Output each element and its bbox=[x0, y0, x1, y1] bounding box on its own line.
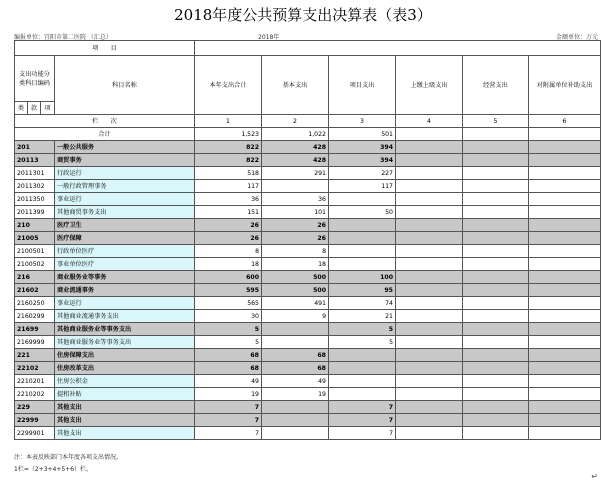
amount-cell bbox=[529, 154, 601, 167]
amount-cell: 500 bbox=[262, 271, 329, 284]
amount-cell: 68 bbox=[262, 349, 329, 362]
amount-cell bbox=[463, 336, 529, 349]
amount-cell bbox=[396, 258, 463, 271]
amount-cell bbox=[396, 310, 463, 323]
amount-cell: 100 bbox=[329, 271, 396, 284]
amount-cell: 26 bbox=[262, 219, 329, 232]
amount-cell bbox=[396, 141, 463, 154]
amount-cell: 9 bbox=[262, 310, 329, 323]
amount-cell: 7 bbox=[329, 401, 396, 414]
subject-code: 2011350 bbox=[15, 193, 55, 206]
amount-cell bbox=[529, 414, 601, 427]
amount-cell: 394 bbox=[329, 154, 396, 167]
amount-cell bbox=[463, 258, 529, 271]
amount-cell bbox=[396, 362, 463, 375]
amount-cell bbox=[529, 427, 601, 440]
subject-code: 2210202 bbox=[15, 388, 55, 401]
amount-cell: 95 bbox=[329, 284, 396, 297]
reporting-unit: 编报单位：宜阳市第二医院 （汇总） bbox=[14, 34, 112, 41]
amount-cell: 50 bbox=[329, 206, 396, 219]
amount-cell: 30 bbox=[195, 310, 262, 323]
amount-cell: 18 bbox=[262, 258, 329, 271]
order-label: 栏 次 bbox=[15, 115, 195, 128]
subject-name: 行政单位医疗 bbox=[55, 245, 195, 258]
amount-cell: 822 bbox=[195, 141, 262, 154]
amount-cell bbox=[329, 375, 396, 388]
amount-cell bbox=[463, 271, 529, 284]
amount-cell bbox=[396, 245, 463, 258]
amount-cell bbox=[529, 193, 601, 206]
table-row bbox=[15, 245, 601, 258]
amount-cell bbox=[262, 414, 329, 427]
amount-cell: 491 bbox=[262, 297, 329, 310]
amount-cell bbox=[529, 258, 601, 271]
amount-cell bbox=[463, 297, 529, 310]
subject-code: 22102 bbox=[15, 362, 55, 375]
amount-cell: 49 bbox=[262, 375, 329, 388]
code-header: 支出功能分类科目编码 bbox=[15, 56, 55, 102]
amount-cell bbox=[463, 414, 529, 427]
amount-cell bbox=[529, 180, 601, 193]
amount-cell bbox=[463, 245, 529, 258]
total-value bbox=[529, 128, 601, 141]
amount-cell bbox=[529, 310, 601, 323]
column-number: 5 bbox=[463, 115, 529, 128]
amount-cell bbox=[463, 388, 529, 401]
amount-cell bbox=[529, 297, 601, 310]
amount-cell bbox=[262, 427, 329, 440]
col-header: 上缴上级支出 bbox=[396, 56, 463, 115]
amount-cell: 68 bbox=[262, 362, 329, 375]
subject-name: 商业流通事务 bbox=[55, 284, 195, 297]
paragraph-mark-icon: ↵ bbox=[591, 472, 598, 481]
amount-cell bbox=[396, 323, 463, 336]
amount-cell bbox=[529, 336, 601, 349]
subject-code: 2011302 bbox=[15, 180, 55, 193]
amount-cell bbox=[529, 362, 601, 375]
amount-cell bbox=[396, 167, 463, 180]
subject-name: 其他支出 bbox=[55, 427, 195, 440]
amount-cell: 117 bbox=[329, 180, 396, 193]
amount-cell bbox=[262, 180, 329, 193]
amount-cell bbox=[463, 232, 529, 245]
amount-cell: 518 bbox=[195, 167, 262, 180]
amount-cell: 68 bbox=[195, 349, 262, 362]
amount-cell: 7 bbox=[195, 414, 262, 427]
amount-cell bbox=[529, 219, 601, 232]
amount-cell bbox=[463, 167, 529, 180]
col-header: 基本支出 bbox=[262, 56, 329, 115]
level-label: 款 bbox=[28, 102, 41, 115]
amount-cell: 595 bbox=[195, 284, 262, 297]
subject-name: 住房保障支出 bbox=[55, 349, 195, 362]
subject-code: 2169999 bbox=[15, 336, 55, 349]
amount-cell bbox=[463, 401, 529, 414]
subject-code: 229 bbox=[15, 401, 55, 414]
subject-code: 20113 bbox=[15, 154, 55, 167]
amount-cell bbox=[396, 219, 463, 232]
amount-cell: 394 bbox=[329, 141, 396, 154]
subject-name: 商贸事务 bbox=[55, 154, 195, 167]
subject-code: 2100501 bbox=[15, 245, 55, 258]
column-number: 2 bbox=[262, 115, 329, 128]
amount-cell bbox=[529, 323, 601, 336]
subject-code: 216 bbox=[15, 271, 55, 284]
amount-cell bbox=[396, 336, 463, 349]
amount-cell bbox=[529, 284, 601, 297]
budget-table bbox=[14, 40, 601, 440]
amount-cell: 7 bbox=[195, 427, 262, 440]
amount-cell: 68 bbox=[195, 362, 262, 375]
amount-cell bbox=[329, 193, 396, 206]
amount-cell bbox=[463, 154, 529, 167]
table-row bbox=[15, 206, 601, 219]
amount-cell: 151 bbox=[195, 206, 262, 219]
amount-cell: 26 bbox=[195, 219, 262, 232]
amount-cell: 227 bbox=[329, 167, 396, 180]
table-row bbox=[15, 297, 601, 310]
subject-code: 21602 bbox=[15, 284, 55, 297]
amount-cell bbox=[262, 323, 329, 336]
subject-name: 住房改革支出 bbox=[55, 362, 195, 375]
amount-cell bbox=[463, 310, 529, 323]
table-row bbox=[15, 193, 601, 206]
total-row bbox=[15, 128, 601, 141]
amount-cell: 36 bbox=[262, 193, 329, 206]
amount-cell bbox=[529, 349, 601, 362]
subject-name: 其他商贸事务支出 bbox=[55, 206, 195, 219]
amount-cell: 117 bbox=[195, 180, 262, 193]
amount-cell bbox=[329, 245, 396, 258]
subject-code: 2299901 bbox=[15, 427, 55, 440]
amount-cell bbox=[396, 414, 463, 427]
amount-cell: 5 bbox=[195, 323, 262, 336]
amount-cell: 7 bbox=[329, 414, 396, 427]
amount-cell bbox=[463, 323, 529, 336]
column-number: 3 bbox=[329, 115, 396, 128]
amount-cell: 74 bbox=[329, 297, 396, 310]
amount-cell bbox=[529, 271, 601, 284]
amount-cell: 428 bbox=[262, 141, 329, 154]
name-header: 科目名称 bbox=[55, 56, 195, 115]
amount-cell bbox=[329, 362, 396, 375]
subject-code: 21005 bbox=[15, 232, 55, 245]
subject-name: 事业运行 bbox=[55, 193, 195, 206]
subject-name: 住房公积金 bbox=[55, 375, 195, 388]
amount-cell bbox=[396, 180, 463, 193]
amount-cell bbox=[396, 375, 463, 388]
table-row bbox=[15, 284, 601, 297]
amount-cell: 5 bbox=[329, 323, 396, 336]
amount-cell: 19 bbox=[195, 388, 262, 401]
amount-cell bbox=[262, 336, 329, 349]
table-row bbox=[15, 232, 601, 245]
amount-cell: 19 bbox=[262, 388, 329, 401]
column-number: 6 bbox=[529, 115, 601, 128]
amount-cell bbox=[329, 232, 396, 245]
amount-cell bbox=[529, 232, 601, 245]
amount-cell: 5 bbox=[329, 336, 396, 349]
table-row bbox=[15, 167, 601, 180]
subject-name: 一般行政管理事务 bbox=[55, 180, 195, 193]
amount-cell: 565 bbox=[195, 297, 262, 310]
subject-name: 其他商业服务业等事务支出 bbox=[55, 336, 195, 349]
table-row bbox=[15, 362, 601, 375]
column-number: 4 bbox=[396, 115, 463, 128]
table-row bbox=[15, 414, 601, 427]
table-row bbox=[15, 219, 601, 232]
amount-cell bbox=[463, 193, 529, 206]
amount-cell bbox=[396, 232, 463, 245]
amount-cell bbox=[463, 375, 529, 388]
amount-cell: 7 bbox=[329, 427, 396, 440]
subject-name: 提租补贴 bbox=[55, 388, 195, 401]
col-header: 经营支出 bbox=[463, 56, 529, 115]
total-label: 合计 bbox=[15, 128, 195, 141]
subject-name: 事业运行 bbox=[55, 297, 195, 310]
level-label: 类 bbox=[15, 102, 28, 115]
amount-cell bbox=[463, 219, 529, 232]
amount-cell: 5 bbox=[195, 336, 262, 349]
subject-code: 2011399 bbox=[15, 206, 55, 219]
subject-name: 其他商业服务业等事务支出 bbox=[55, 323, 195, 336]
subject-name: 医疗保障 bbox=[55, 232, 195, 245]
col-header: 对附属单位补助支出 bbox=[529, 56, 601, 115]
table-row bbox=[15, 349, 601, 362]
amount-cell: 428 bbox=[262, 154, 329, 167]
amount-cell bbox=[396, 284, 463, 297]
amount-cell: 26 bbox=[195, 232, 262, 245]
amount-cell: 26 bbox=[262, 232, 329, 245]
amount-cell bbox=[329, 258, 396, 271]
table-row bbox=[15, 401, 601, 414]
amount-cell bbox=[529, 375, 601, 388]
amount-cell: 291 bbox=[262, 167, 329, 180]
amount-cell bbox=[396, 154, 463, 167]
amount-cell bbox=[396, 297, 463, 310]
amount-cell: 36 bbox=[195, 193, 262, 206]
amount-cell: 21 bbox=[329, 310, 396, 323]
total-value: 501 bbox=[329, 128, 396, 141]
amount-cell: 8 bbox=[262, 245, 329, 258]
table-row bbox=[15, 336, 601, 349]
subject-name: 一般公共服务 bbox=[55, 141, 195, 154]
amount-cell: 8 bbox=[195, 245, 262, 258]
table-row bbox=[15, 388, 601, 401]
subject-code: 2160250 bbox=[15, 297, 55, 310]
table-row bbox=[15, 180, 601, 193]
table-row bbox=[15, 154, 601, 167]
subject-code: 22999 bbox=[15, 414, 55, 427]
amount-cell bbox=[262, 401, 329, 414]
total-value: 1,523 bbox=[195, 128, 262, 141]
footnote: 注：本表反映部门本年度各项支出情况。 bbox=[14, 454, 123, 461]
subject-code: 2011301 bbox=[15, 167, 55, 180]
amount-cell bbox=[529, 167, 601, 180]
column-number: 1 bbox=[195, 115, 262, 128]
subject-code: 2160299 bbox=[15, 310, 55, 323]
subject-name: 商业服务业等事务 bbox=[55, 271, 195, 284]
amount-cell: 101 bbox=[262, 206, 329, 219]
amount-cell bbox=[463, 427, 529, 440]
subject-code: 221 bbox=[15, 349, 55, 362]
amount-cell bbox=[529, 388, 601, 401]
table-row bbox=[15, 323, 601, 336]
amount-cell bbox=[396, 401, 463, 414]
footnote: 1栏=（2+3+4+5+6）栏。 bbox=[14, 466, 93, 473]
subject-name: 其他支出 bbox=[55, 414, 195, 427]
report-year: 2018年 bbox=[258, 34, 280, 41]
amount-cell bbox=[329, 219, 396, 232]
amount-cell bbox=[529, 206, 601, 219]
col-header: 本年支出合计 bbox=[195, 56, 262, 115]
table-row bbox=[15, 427, 601, 440]
amount-cell bbox=[396, 271, 463, 284]
amount-cell bbox=[463, 180, 529, 193]
amount-cell: 49 bbox=[195, 375, 262, 388]
amount-cell bbox=[396, 193, 463, 206]
subject-name: 行政运行 bbox=[55, 167, 195, 180]
table-row bbox=[15, 375, 601, 388]
subject-name: 事业单位医疗 bbox=[55, 258, 195, 271]
group-header: 项 目 bbox=[15, 41, 195, 56]
amount-cell: 7 bbox=[195, 401, 262, 414]
amount-cell bbox=[396, 427, 463, 440]
subject-code: 2100502 bbox=[15, 258, 55, 271]
level-label: 项 bbox=[41, 102, 55, 115]
amount-cell: 600 bbox=[195, 271, 262, 284]
table-row bbox=[15, 271, 601, 284]
amount-cell bbox=[463, 141, 529, 154]
subject-code: 210 bbox=[15, 219, 55, 232]
total-value: 1,022 bbox=[262, 128, 329, 141]
amount-cell: 18 bbox=[195, 258, 262, 271]
amount-cell bbox=[529, 141, 601, 154]
amount-cell bbox=[396, 206, 463, 219]
amount-cell bbox=[396, 388, 463, 401]
subject-name: 医疗卫生 bbox=[55, 219, 195, 232]
amount-cell bbox=[463, 284, 529, 297]
total-value bbox=[396, 128, 463, 141]
total-value bbox=[463, 128, 529, 141]
subject-code: 201 bbox=[15, 141, 55, 154]
subject-name: 其他商业流通事务支出 bbox=[55, 310, 195, 323]
amount-cell bbox=[329, 388, 396, 401]
amount-cell bbox=[529, 401, 601, 414]
amount-cell bbox=[529, 245, 601, 258]
amount-cell bbox=[463, 362, 529, 375]
table-row bbox=[15, 310, 601, 323]
subject-code: 2210201 bbox=[15, 375, 55, 388]
amount-cell bbox=[329, 349, 396, 362]
subject-code: 21699 bbox=[15, 323, 55, 336]
subject-name: 其他支出 bbox=[55, 401, 195, 414]
page-title: 2018年度公共预算支出决算表（表3） bbox=[174, 6, 432, 24]
amount-cell: 822 bbox=[195, 154, 262, 167]
table-row bbox=[15, 258, 601, 271]
amount-cell bbox=[463, 206, 529, 219]
col-header: 项目支出 bbox=[329, 56, 396, 115]
table-row bbox=[15, 141, 601, 154]
currency-unit: 金额单位：万元 bbox=[555, 34, 598, 41]
amount-cell bbox=[396, 349, 463, 362]
amount-cell bbox=[463, 349, 529, 362]
amount-cell: 500 bbox=[262, 284, 329, 297]
